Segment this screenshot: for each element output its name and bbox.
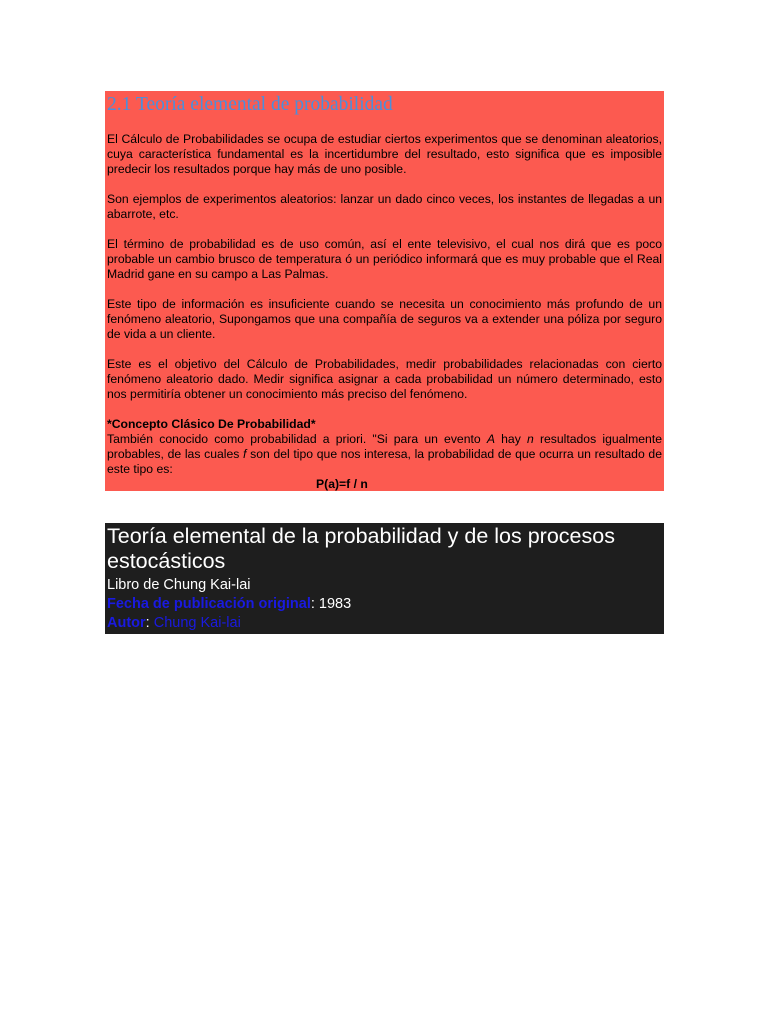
section-heading: 2.1 Teoría elemental de probabilidad [107,94,393,115]
publication-date-row [107,595,662,614]
publication-date-value: : 1983 [310,596,352,612]
paragraph-4: Este tipo de información es insuficiente cuando se necesita un conocimiento más profundo de un fenómeno aleatorio, Supongamos que una compañía de seguros va a extender una póliza por seguro de vida a un cliente. [107,297,662,341]
author-link[interactable]: Chung Kai-lai [153,615,241,631]
concept-paragraph [107,417,662,477]
paragraph-2: Son ejemplos de experimentos aleatorios: lanzar un dado cinco veces, los instantes de llegadas a un abarrote, etc. [107,192,662,221]
author-separator: : [145,615,154,631]
concept-title: *Concepto Clásico De Probabilidad* [107,417,316,431]
probability-section [105,91,664,491]
concept-text-4: son del tipo que nos interesa, la probabilidad de que ocurra un resultado de este tipo es: [107,447,662,476]
book-title[interactable]: Teoría elemental de la probabilidad y de los procesos estocásticos [107,524,615,573]
paragraph-1: El Cálculo de Probabilidades se ocupa de estudiar ciertos experimentos que se denominan aleatorios, cuya característica fundamental es la incertidumbre del resultado, esto significa que es imposible predecir los resultados porque hay más de uno posible. [107,132,662,176]
book-info-card [105,523,664,634]
probability-formula: P(a)=f / n [316,477,368,491]
book-subtitle: Libro de Chung Kai-lai [107,577,251,593]
paragraph-3: El término de probabilidad es de uso común, así el ente televisivo, el cual nos dirá que es poco probable un cambio brusco de temperatura ó un periódico informará que es muy probable que el Real Madrid gane en su campo a Las Palmas. [107,237,662,281]
var-a: A [486,432,495,446]
author-row [107,614,662,633]
concept-text-1: También conocido como probabilidad a priori. "Si para un evento [107,432,487,446]
publication-date-label[interactable]: Fecha de publicación original [107,596,311,612]
concept-text-2: hay [494,432,527,446]
author-label[interactable]: Autor [107,615,146,631]
concept-text-3: resultados igualmente probables, de las cuales [107,432,662,461]
paragraph-5: Este es el objetivo del Cálculo de Probabilidades, medir probabilidades relacionadas con cierto fenómeno aleatorio dado. Medir significa asignar a cada probabilidad un número determinado, esto nos permitiría obtener un conocimiento más preciso del fenómeno. [107,357,662,401]
var-n: n [526,432,534,446]
var-f: f [243,447,247,461]
